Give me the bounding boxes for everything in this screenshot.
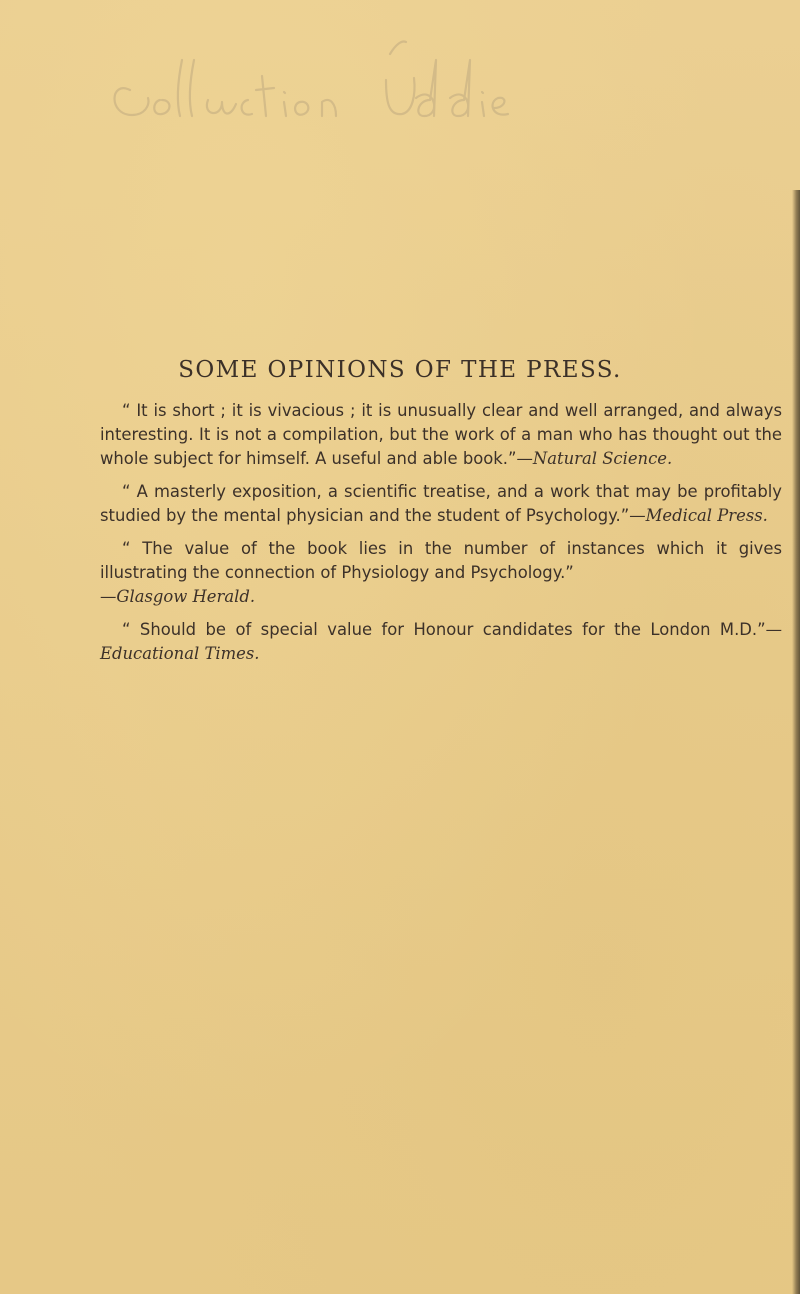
handwritten-signature [90, 20, 610, 140]
press-quote [100, 537, 782, 609]
page-edge-shadow [792, 190, 800, 1294]
press-quotes [100, 399, 782, 675]
quote-source: —Glasgow Herald. [100, 587, 256, 606]
quote-text: “ The value of the book lies in the number of instances which it gives illustrating the connection of Physiology and Psychology.” [100, 539, 782, 582]
press-quote [100, 480, 782, 528]
quote-text: “ It is short ; it is vivacious ; it is unusually clear and well arranged, and always interesting. It is not a compilation, but the work of a man who has thought out the whole subject for himself. A useful and able book.” [100, 401, 782, 468]
quote-source: —Educational Times. [100, 620, 782, 663]
page-heading: SOME OPINIONS OF THE PRESS. [178, 357, 622, 383]
press-quote [100, 618, 782, 666]
quote-text: “ Should be of special value for Honour candidates for the London M.D.” [122, 620, 766, 639]
press-quote [100, 399, 782, 471]
quote-source: —Medical Press. [629, 506, 768, 525]
quote-source: —Natural Science. [516, 449, 673, 468]
quote-text: “ A masterly exposition, a scientific treatise, and a work that may be profitably studied by the mental physician and the student of Psychology.” [100, 482, 782, 525]
